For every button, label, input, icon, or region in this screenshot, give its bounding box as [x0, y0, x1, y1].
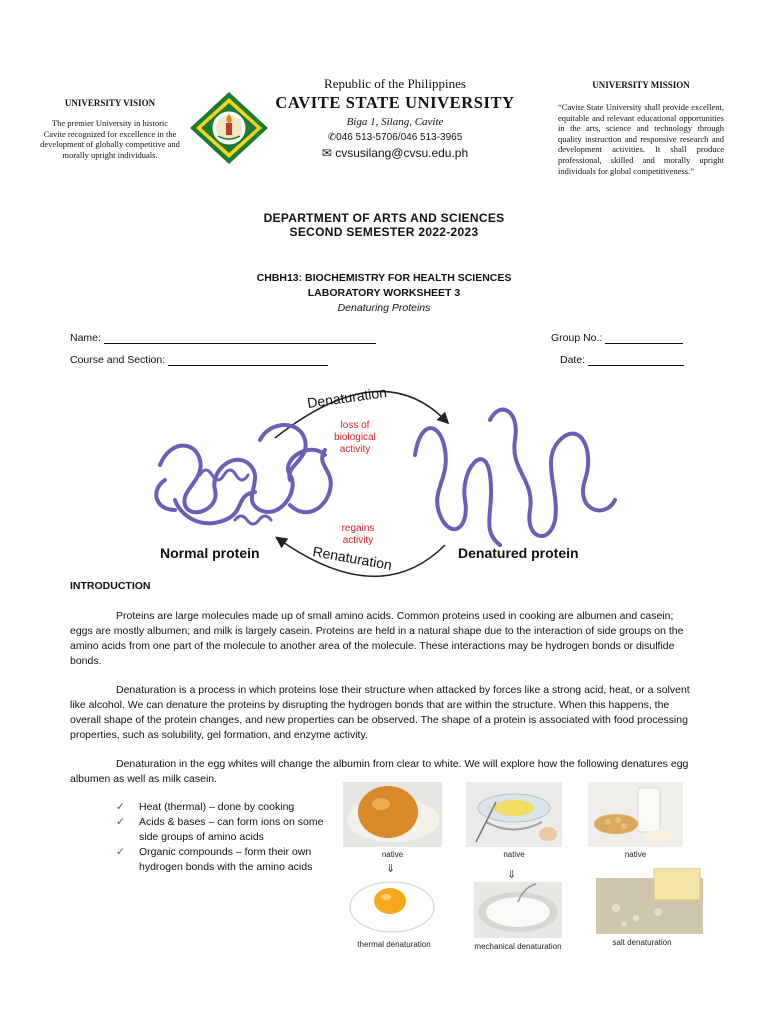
raw-egg-photo	[343, 782, 442, 847]
university-name: CAVITE STATE UNIVERSITY	[275, 93, 515, 112]
denatured-protein-ribbon	[415, 410, 615, 545]
intro-paragraph-3-text: Denaturation in the egg whites will change the albumin from clear to white. We will explore how the following denatures egg albumen as well as milk casein.	[70, 758, 689, 785]
milk-soybeans-photo	[588, 782, 683, 847]
intro-paragraph-2-text: Denaturation is a process in which proteins lose their structure when attacked by forces like a strong acid, heat, or a solvent like alcohol. We can denature the proteins by disrupting the hydrogen bonds that are within the structure. When this happens, the overall shape of the protein changes, and new properties can be observed. The shape of a protein is associated with food processing properties, such as solubility, gel formation, and enzyme activity.	[70, 684, 690, 741]
university-vision	[40, 98, 180, 160]
loss-note-line1: loss of	[340, 420, 370, 431]
checkmark-icon: ✓	[116, 801, 125, 813]
university-address: Biga 1, Silang, Cavite	[346, 116, 444, 128]
worksheet-topic: Denaturing Proteins	[337, 302, 431, 314]
university-mission	[558, 80, 724, 176]
regains-note-line2: activity	[342, 535, 374, 546]
course-section-blank[interactable]	[168, 355, 328, 366]
course-heading	[0, 271, 768, 316]
caption-thermal: thermal denaturation	[357, 940, 431, 949]
group-field[interactable]	[551, 332, 683, 344]
checkmark-icon: ✓	[116, 846, 125, 858]
department-name: DEPARTMENT OF ARTS AND SCIENCES	[263, 211, 505, 225]
loss-note-line3: activity	[339, 444, 371, 455]
caption-salt: salt denaturation	[612, 938, 672, 947]
group-blank[interactable]	[605, 333, 683, 344]
denatured-protein-label: Denatured protein	[458, 545, 579, 561]
university-header	[250, 76, 540, 160]
intro-paragraph-1	[70, 609, 698, 669]
denaturing-agents-list	[116, 800, 331, 875]
regains-note-line1: regains	[341, 523, 375, 534]
fried-egg-photo	[346, 874, 438, 936]
name-field[interactable]	[70, 332, 376, 344]
egg-whites-bowl-photo	[466, 782, 562, 847]
name-label: Name:	[70, 332, 101, 344]
semester: SECOND SEMESTER 2022-2023	[289, 225, 479, 239]
caption-native-3: native	[624, 850, 647, 859]
list-item-text: Heat (thermal) – done by cooking	[139, 801, 295, 813]
vision-heading: UNIVERSITY VISION	[64, 98, 156, 108]
phone-icon: ✆	[327, 132, 337, 143]
list-item	[116, 800, 331, 815]
phone-row	[250, 132, 540, 143]
phone-number: 046 513-5706/046 513-3965	[336, 132, 463, 143]
date-label: Date:	[560, 354, 586, 366]
date-field[interactable]	[560, 354, 684, 366]
caption-mechanical: mechanical denaturation	[474, 942, 562, 951]
denaturation-label: Denaturation	[306, 383, 388, 411]
mission-text: “Cavite State University shall provide excellent, equitable and relevant educational opportunities in the arts, science and technology through quality instruction and responsive research and development activities. It shall produce professional, skilled and morally upright individuals for global competitiveness.”	[558, 102, 724, 176]
email-row	[250, 146, 540, 160]
denaturation-diagram	[140, 380, 630, 580]
department-heading	[0, 211, 768, 239]
renaturation-label: Renaturation	[311, 543, 394, 573]
list-item	[116, 815, 331, 845]
date-blank[interactable]	[588, 355, 684, 366]
list-item-text: Acids & bases – can form ions on some side groups of amino acids	[139, 816, 324, 843]
mission-heading: UNIVERSITY MISSION	[592, 80, 690, 90]
folded-protein-ribbon	[156, 425, 331, 524]
intro-paragraph-1-text: Proteins are large molecules made up of small amino acids. Common proteins used in cooking are albumen and casein; eggs are mostly albumen; and milk is largely casein. Proteins are held in a natural shape due to the interaction of side groups on the amino acids from one part of the molecule to another area of the molecule. These interactions may be hydrogen bonds or disulfide bonds.	[70, 610, 684, 667]
down-arrow-icon: ⇓	[507, 869, 517, 881]
intro-paragraph-2	[70, 683, 698, 743]
loss-note-line2: biological	[334, 432, 376, 443]
list-item-text: Organic compounds – form their own hydrogen bonds with the amino acids	[139, 846, 313, 873]
vision-text: The premier University in historic Cavite recognized for excellence in the development of globally competitive and morally upright individuals.	[40, 118, 180, 160]
course-section-field[interactable]	[70, 354, 328, 366]
curdled-milk-photo	[596, 868, 703, 934]
republic-line: Republic of the Philippines	[324, 76, 466, 91]
group-label: Group No.:	[551, 332, 603, 344]
caption-native-2: native	[503, 850, 525, 859]
whipped-whites-photo	[474, 882, 562, 938]
name-blank[interactable]	[104, 333, 376, 344]
down-arrow-icon: ⇓	[386, 863, 396, 875]
checkmark-icon: ✓	[116, 816, 125, 828]
normal-protein-label: Normal protein	[160, 545, 260, 561]
introduction-heading: INTRODUCTION	[70, 580, 151, 592]
list-item	[116, 845, 331, 875]
caption-native-1: native	[381, 850, 404, 859]
email-address: cvsusilang@cvsu.edu.ph	[335, 146, 469, 160]
course-title: CHBH13: BIOCHEMISTRY FOR HEALTH SCIENCES	[256, 272, 512, 284]
envelope-icon: ✉	[321, 146, 332, 160]
course-section-label: Course and Section:	[70, 354, 166, 366]
worksheet-title: LABORATORY WORKSHEET 3	[307, 287, 461, 299]
